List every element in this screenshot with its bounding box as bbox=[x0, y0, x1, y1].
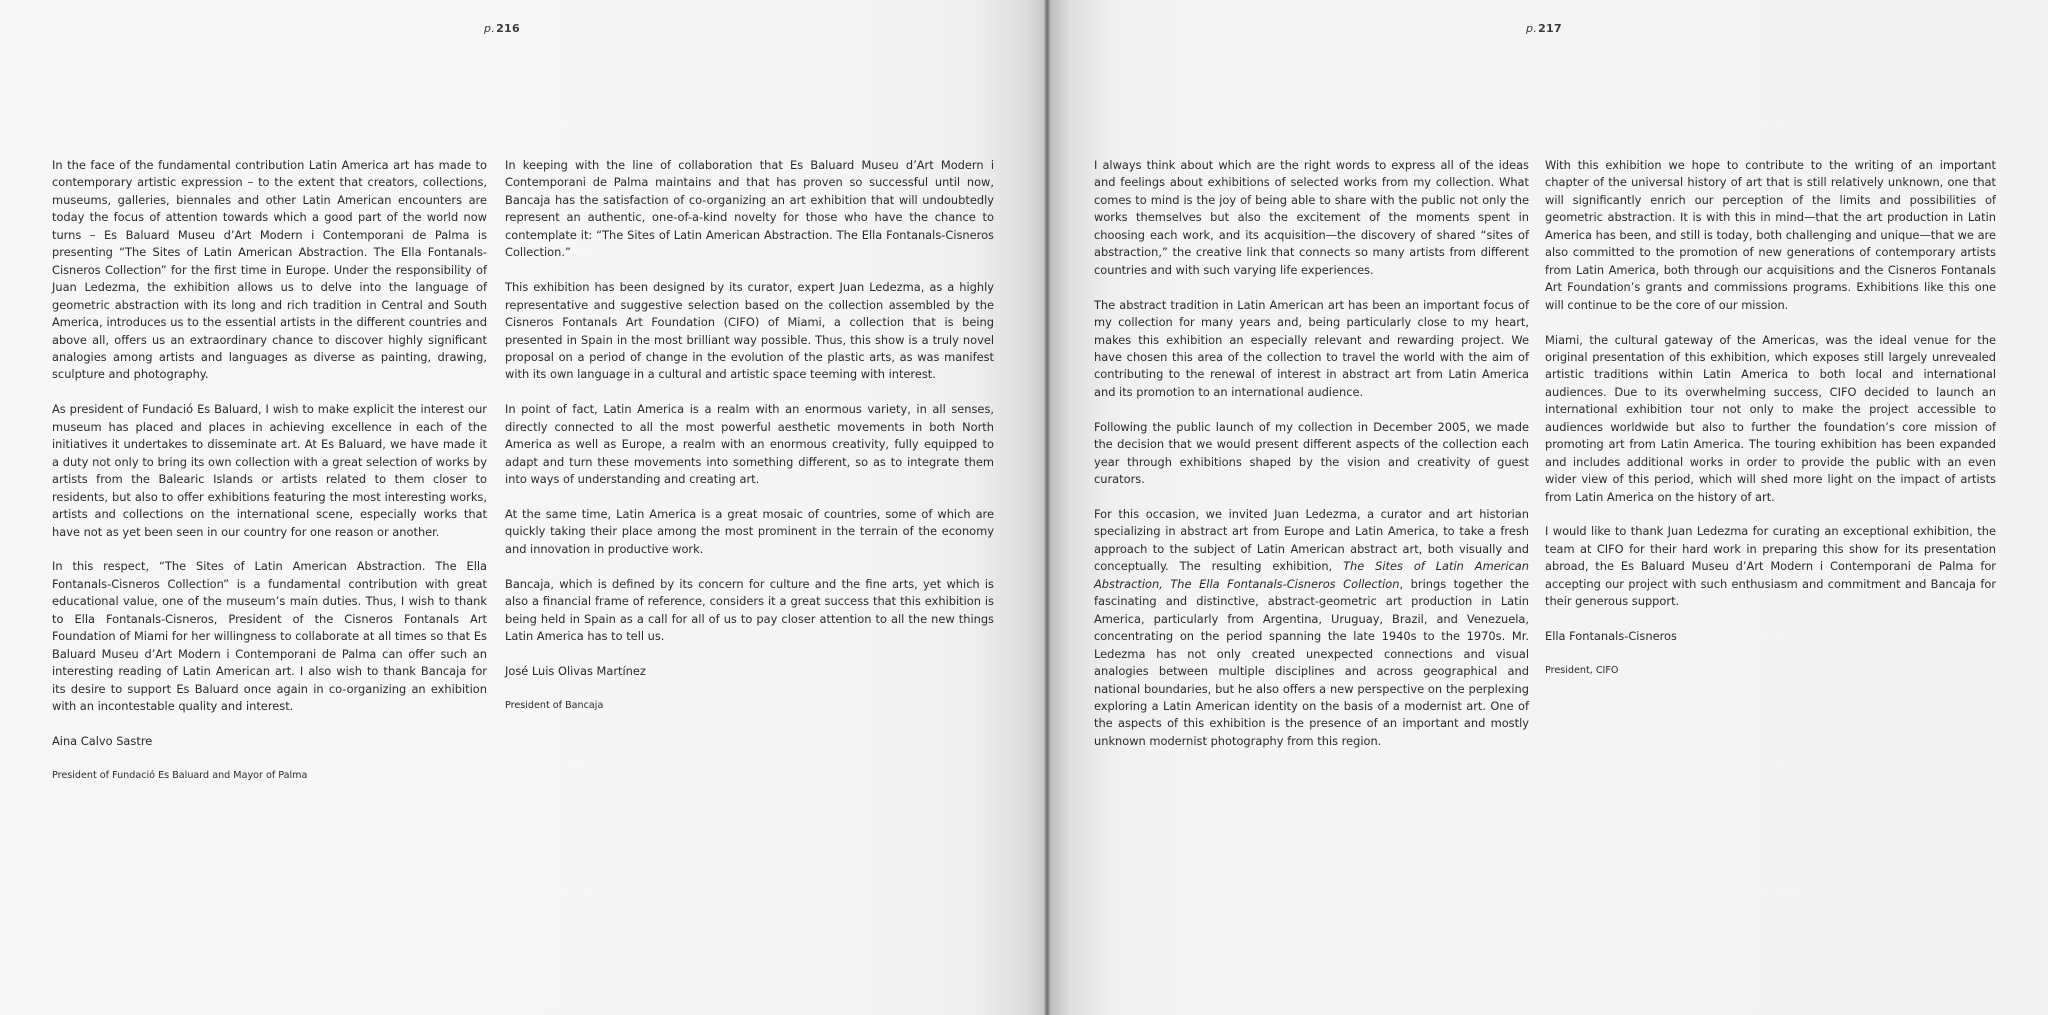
paragraph: Bancaja, which is defined by its concern for culture and the fine arts, yet which is also a financial frame of reference, considers it a great success that this exhibition is being held in Spain as a call for all of us to pay closer attention to all the new things Latin America has to tell us. bbox=[505, 576, 994, 644]
paragraph: I always think about which are the right words to express all of the ideas and feelings about exhibitions of selected works from my collection. What comes to mind is the joy of being able to share with the public not only the works themselves but also the excitement of the moments spent in choosing each work, and its acquisition—the discovery of shared “sites of abstraction,” the creative link that connects so many artists from different countries and with such varying life experiences. bbox=[1094, 158, 1529, 277]
signature-title: President of Bancaja bbox=[505, 699, 604, 711]
paragraph: In point of fact, Latin America is a realm with an enormous variety, in all senses, directly connected to all the most powerful aesthetic movements in both North America as well as Europe, a realm with an enormous creativity, fully equipped to adapt and turn these movements into something different, so as to integrate them into ways of understanding and creating art. bbox=[505, 402, 994, 487]
signature-title: President of Fundació Es Baluard and Mayor of Palma bbox=[52, 769, 308, 781]
paragraph: As president of Fundació Es Baluard, I wish to make explicit the interest our museum has placed and places in achieving excellence in each of the initiatives it undertakes to disseminate art. At Es Baluard, we have made it a duty not only to bring its own collection with a great selection of works by artists from the Balearic Islands or artists related to them closer to residents, but also to offer exhibitions featuring the most interesting works, artists and collections on the international scene, especially works that have not as yet been seen in our country for one reason or another. bbox=[52, 402, 487, 539]
signature-name: Aina Calvo Sastre bbox=[52, 733, 153, 748]
page-number-216: p.216 bbox=[484, 22, 520, 35]
paragraph: In this respect, “The Sites of Latin American Abstraction. The Ella Fontanals-Cisneros Collection” is a fundamental contribution with great educational value, one of the museum’s main duties. Thus, I wish to thank to Ella Fontanals-Cisneros, President of the Cisneros Fontanals Art Foundation of Miami for her willingness to collaborate at all times so that Es Baluard Museu d’Art Modern i Contemporani de Palma can offer such an interesting reading of Latin American art. I also wish to thank Bancaja for its desire to support Es Baluard once again in co-organizing an exhibition with an incontestable quality and interest. bbox=[52, 559, 487, 714]
paragraph: With this exhibition we hope to contribute to the writing of an important chapter of the universal history of art that is still relatively unknown, one that will significantly enrich our perception of the limits and possibilities of geometric abstraction. It is with this in mind—that the art production in Latin America has been, and still is today, both challenging and unique—that we are also committed to the promotion of new generations of contemporary artists from Latin America, both through our acquisitions and the Cisneros Fontanals Art Foundation’s grants and commissions programs. Exhibitions like this one will continue to be the core of our mission. bbox=[1545, 158, 1996, 312]
paragraph: In keeping with the line of collaboration that Es Baluard Museu d’Art Modern i Contemporani de Palma maintains and that has proven so successful until now, Bancaja has the satisfaction of co-organizing an art exhibition that will undoubtedly represent an authentic, one-of-a-kind novelty for those who have the chance to contemplate it: “The Sites of Latin American Abstraction. The Ella Fontanals-Cisneros Collection.” bbox=[505, 158, 994, 260]
right-page bbox=[1050, 0, 2048, 1015]
signature-title: President, CIFO bbox=[1545, 665, 1619, 677]
signature-name: José Luis Olivas Martínez bbox=[505, 664, 646, 679]
paragraph: The abstract tradition in Latin American art has been an important focus of my collection for many years and, being particularly close to my heart, makes this exhibition an especially relevant and rewarding project. We have chosen this area of the collection to travel the world with the aim of contributing to the renewal of interest in abstract art from Latin America and its promotion to an international audience. bbox=[1094, 297, 1529, 399]
paragraph: At the same time, Latin America is a great mosaic of countries, some of which are quickly taking their place among the most prominent in the terrain of the economy and innovation in productive work. bbox=[505, 507, 994, 556]
paragraph: For this occasion, we invited Juan Ledezma, a curator and art historian specializing in abstract art from Europe and Latin America, to take a fresh approach to the subject of Latin American abstract art, both visually and conceptually. The resulting exhibition, The Sites of Latin American Abstraction, The Ella Fontanals-Cisneros Collection, brings together the fascinating and distinctive, abstract-geometric art production in Latin America, particularly from Argentina, Uruguay, Brazil, and Venezuela, concentrating on the period spanning the late 1940s to the 1970s. Mr. Ledezma has not only created unexpected connections and visual analogies between multiple disciplines and across geographical and national boundaries, but he also offers a new perspective on the perplexing exploring a Latin American identity on the basis of a modernist art. One of the aspects of this exhibition is the presence of an important and mostly unknown modernist photography from this region. bbox=[1094, 507, 1529, 748]
signature-name: Ella Fontanals-Cisneros bbox=[1545, 629, 1677, 644]
page-number-217: p.217 bbox=[1526, 22, 1562, 35]
paragraph: I would like to thank Juan Ledezma for curating an exceptional exhibition, the team at CIFO for their hard work in preparing this show for its presentation abroad, the Es Baluard Museu d’Art Modern i Contemporani de Palma for accepting our project with such enthusiasm and commitment and Bancaja for their generous support. bbox=[1545, 524, 1996, 609]
left-column-2 bbox=[505, 157, 994, 730]
right-column-1 bbox=[1094, 157, 1529, 768]
right-column-2 bbox=[1545, 157, 1996, 696]
exhibition-title-italic: The Sites of Latin American Abstraction, The Ella Fontanals-Cisneros Collection bbox=[1094, 559, 1529, 591]
paragraph: This exhibition has been designed by its curator, expert Juan Ledezma, as a highly representative and suggestive selection based on the collection assembled by the Cisneros Fontanals Art Foundation (CIFO) of Miami, a collection that is being presented in Spain in the most brilliant way possible. Thus, this show is a truly novel proposal on a period of change in the evolution of the plastic arts, as was manifest with its own language in a cultural and artistic space teeming with interest. bbox=[505, 280, 994, 382]
paragraph: Miami, the cultural gateway of the Americas, was the ideal venue for the original presentation of this exhibition, which exposes still largely unrevealed artistic traditions within Latin America to both local and international audiences. Due to its overwhelming success, CIFO decided to launch an international exhibition tour not only to make the project accessible to audiences worldwide but also to further the foundation’s core mission of promoting art from Latin America. The touring exhibition has been expanded and includes additional works in order to provide the public with an even wider view of this period, which will shed more light on the impact of artists from Latin America on the history of art. bbox=[1545, 332, 1996, 504]
signature-block bbox=[505, 663, 994, 713]
left-column-1 bbox=[52, 157, 487, 800]
paragraph: Following the public launch of my collection in December 2005, we made the decision that we would present different aspects of the collection each year through exhibitions shaped by the vision and creativity of guest curators. bbox=[1094, 419, 1529, 487]
signature-block bbox=[52, 733, 487, 783]
signature-block bbox=[1545, 628, 1996, 678]
paragraph: In the face of the fundamental contribution Latin America art has made to contemporary artistic expression – to the extent that creators, collections, museums, galleries, biennales and other Latin American encounters are today the focus of attention towards which a good part of the world now turns – Es Baluard Museu d’Art Modern i Contemporani de Palma is presenting “The Sites of Latin American Abstraction. The Ella Fontanals-Cisneros Collection” for the first time in Europe. Under the responsibility of Juan Ledezma, the exhibition allows us to delve into the language of geometric abstraction with its long and rich tradition in Central and South America, introduces us to the essential artists in the different countries and above all, offers us an extraordinary chance to discover highly significant analogies among artists and languages as diverse as painting, drawing, sculpture and photography. bbox=[52, 158, 487, 382]
